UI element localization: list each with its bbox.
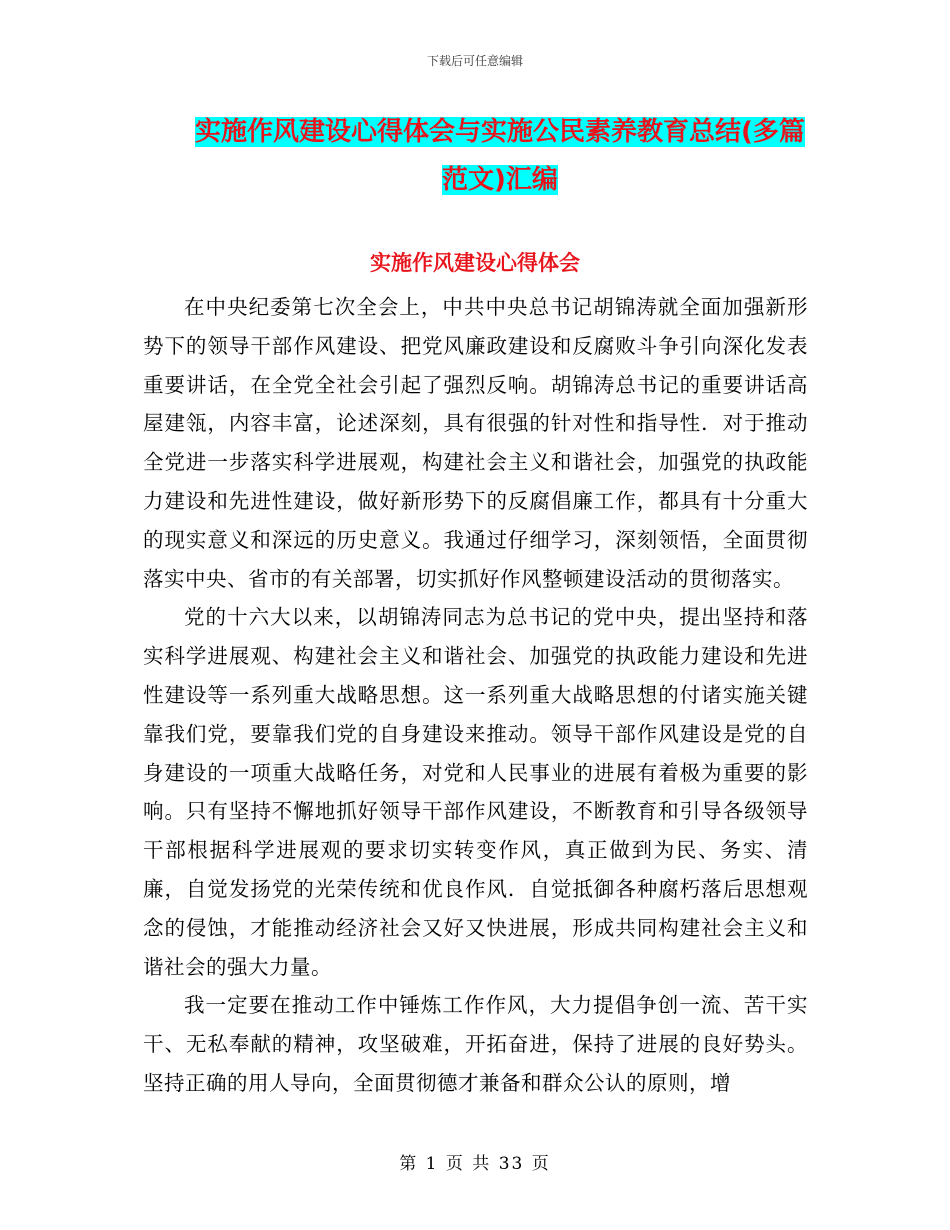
body-text: [143, 288, 808, 1103]
paragraph-2: 党的十六大以来，以胡锦涛同志为总书记的党中央，提出坚持和落实科学进展观、构建社会主义和谐社会、加强党的执政能力建设和先进性建设等一系列重大战略思想。这一系列重大战略思想的付诸实施关键靠我们党，要靠我们党的自身建设来推动。领导干部作风建设是党的自身建设的一项重大战略任务，对党和人民事业的进展有着极为重要的影响。只有坚持不懈地抓好领导干部作风建设，不断教育和引导各级领导干部根据科学进展观的要求切实转变作风，真正做到为民、务实、清廉，自觉发扬党的光荣传统和优良作风．自觉抵御各种腐朽落后思想观念的侵蚀，才能推动经济社会又好又快进展，形成共同构建社会主义和谐社会的强大力量。: [143, 605, 808, 979]
document-title-line-1: 实施作风建设心得体会与实施公民素养教育总结(多篇: [195, 117, 805, 147]
page-footer: 第 1 页 共 33 页: [399, 1154, 551, 1174]
header-note: 下载后可任意编辑: [426, 54, 523, 68]
document-title: [140, 108, 860, 204]
section-title: 实施作风建设心得体会: [370, 251, 580, 275]
document-title-line-2: 范文)汇编: [442, 165, 558, 195]
paragraph-1: 在中央纪委第七次全会上，中共中央总书记胡锦涛就全面加强新形势下的领导干部作风建设、把党风廉政建设和反腐败斗争引向深化发表重要讲话，在全党全社会引起了强烈反响。胡锦涛总书记的重要讲话高屋建瓴，内容丰富，论述深刻，具有很强的针对性和指导性．对于推动全党进一步落实科学进展观，构建社会主义和谐社会，加强党的执政能力建设和先进性建设，做好新形势下的反腐倡廉工作，都具有十分重大的现实意义和深远的历史意义。我通过仔细学习，深刻领悟，全面贯彻落实中央、省市的有关部署，切实抓好作风整顿建设活动的贯彻落实。: [143, 295, 808, 591]
paragraph-3: 我一定要在推动工作中锤炼工作作风，大力提倡争创一流、苦干实干、无私奉献的精神，攻坚破难，开拓奋进，保持了进展的良好势头。坚持正确的用人导向，全面贯彻德才兼备和群众公认的原则，增: [143, 993, 808, 1095]
